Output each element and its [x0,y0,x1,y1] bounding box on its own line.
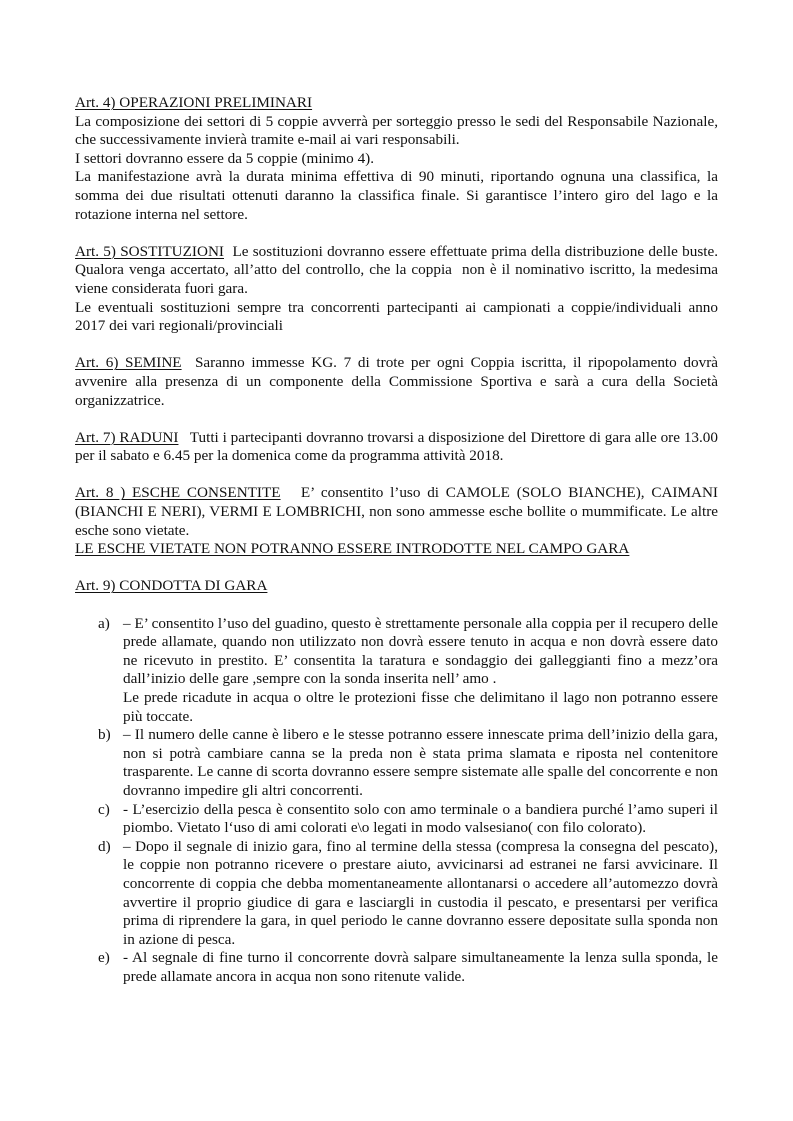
article-9-item-d [75,838,718,950]
item-text-continued: Le prede ricadute in acqua o oltre le protezioni fisse che delimitano il lago non potranno essere più toccate. [123,689,718,725]
article-6 [75,354,722,410]
article-8-heading: Art. 8 ) ESCHE CONSENTITE [75,484,281,502]
item-label: a) [98,614,110,632]
article-5 [75,242,722,336]
item-label: b) [98,726,111,744]
item-text: – Il numero delle canne è libero e le stesse potranno essere innescate prima dell’inizio della gara, non si potrà cambiare canna se la preda non è stata prima slamata e riposta nel contenitore trasparente. Le canne di scorta dovranno essere sempre sistemate alle spalle del concorrente e non dovranno impedire gli altri concorrenti. [123,726,719,799]
article-9-item-a [75,615,718,727]
article-4-paragraph-1: La composizione dei settori di 5 coppie avverrà per sorteggio presso le sedi del Responsabile Nazionale, che successivamente invierà tramite e-mail ai vari responsabili. [75,112,718,149]
item-text: - L’esercizio della pesca è consentito solo con amo terminale o a bandiera purché l’amo superi il piombo. Vietato l‘uso di ami colorati e\o legati in modo valsesiano( con filo colorato). [123,800,718,837]
article-6-heading: Art. 6) SEMINE [75,354,182,372]
article-5-paragraph-1: Le sostituzioni dovranno essere effettuate prima della distribuzione delle buste. Qualora venga accertato, all’atto del controllo, che la coppia non è il nominativo iscritto, la medesima viene considerata fuori gara. [75,242,722,297]
article-4-paragraph-3: La manifestazione avrà la durata minima effettiva di 90 minuti, riportando ognuna una classifica, la somma dei due risultati ottenuti daranno la classifica finale. Si garantisce l’intero giro del lago e la rotazione interna nel settore. [75,168,718,223]
item-label: e) [98,949,110,967]
item-text: - Al segnale di fine turno il concorrente dovrà salpare simultaneamente la lenza sulla sponda, le prede allamate ancora in acqua non sono ritenute valide. [123,949,718,985]
document-page [75,94,722,987]
article-8-paragraph-1: E’ consentito l’uso di CAMOLE (SOLO BIANCHE), CAIMANI (BIANCHI E NERI), VERMI E LOMBRICHI, non sono ammesse esche bollite o mummificate. Le altre esche sono vietate. [75,484,722,539]
article-9-item-b [75,726,718,800]
article-5-paragraph-2: Le eventuali sostituzioni sempre tra concorrenti partecipanti ai campionati a coppie/individuali anno 2017 dei vari regionali/provinciali [75,298,718,335]
article-4-heading: Art. 4) OPERAZIONI PRELIMINARI [75,94,313,111]
item-text: – E’ consentito l’uso del guadino, questo è strettamente personale alla coppia per il recupero delle prede allamate, quando non utilizzato non dovrà essere tenuto in acqua e non dovrà essere dato ne ricevuto in prestito. E’ consentita la taratura e sondaggio dei galleggianti fino a mezz’ora dall’inizio delle gare ,sempre con la sonda inserita nell’ amo . [123,614,718,688]
item-label: c) [98,800,110,818]
article-9 [75,577,718,986]
article-5-heading: Art. 5) SOSTITUZIONI [75,242,224,260]
item-text: – Dopo il segnale di inizio gara, fino al termine della stessa (compresa la consegna del pescato), le coppie non potranno ricevere o prestare aiuto, avvicinarsi ad estranei ne farsi avvicinare. Il concorrente di coppia che debba momentaneamente allontanarsi o accedere all’automezzo dovrà avvertire il proprio giudice di gara e lasciargli in custodia il pescato, e presentarsi per verifica prima di riprendere la gara, in quel periodo le canne dovranno essere depositate sulla sponda non in azione di pesca. [123,837,718,948]
article-9-item-e [75,949,718,986]
article-8-warning: LE ESCHE VIETATE NON POTRANNO ESSERE INTRODOTTE NEL CAMPO GARA [75,540,630,558]
article-7-heading: Art. 7) RADUNI [75,428,179,446]
article-6-paragraph-1: Saranno immesse KG. 7 di trote per ogni Coppia iscritta, il ripopolamento dovrà avvenire alla presenza di un componente della Commissione Sportiva e sarà a cura della Società organizzatrice. [75,354,722,409]
article-4 [75,94,718,224]
article-9-heading: Art. 9) CONDOTTA DI GARA [75,577,268,595]
article-4-paragraph-2: I settori dovranno essere da 5 coppie (minimo 4). [75,149,375,167]
article-8 [75,484,722,558]
article-7 [75,428,722,466]
article-9-item-c [75,801,718,838]
article-7-paragraph-1: Tutti i partecipanti dovranno trovarsi a disposizione del Direttore di gara alle ore 13.00 per il sabato e 6.45 per la domenica come da programma attività 2018. [75,428,722,465]
item-label: d) [98,837,111,855]
